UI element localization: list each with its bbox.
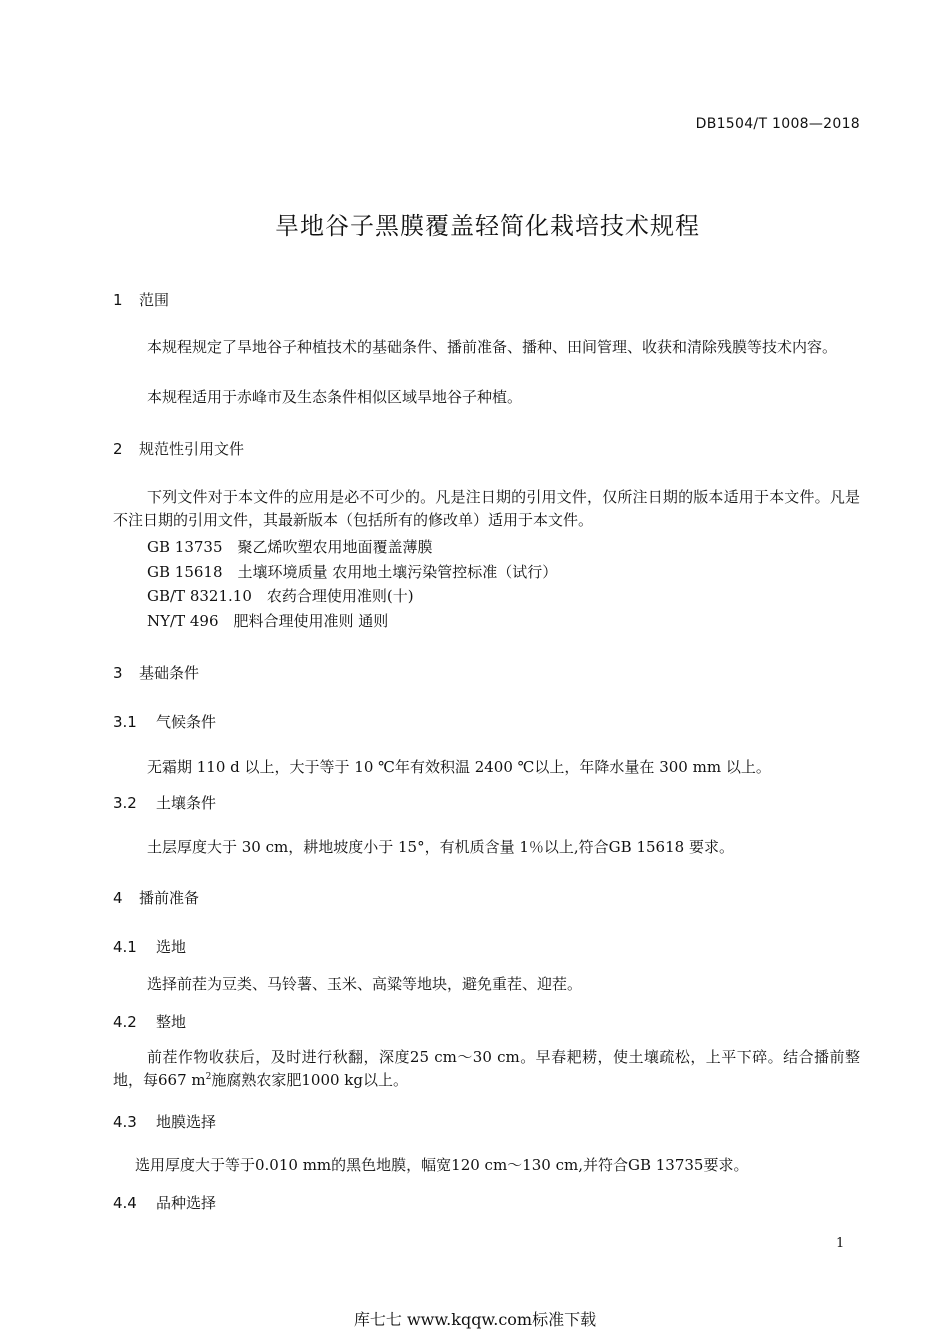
subsection-number: 4.4 bbox=[113, 1194, 137, 1212]
subsection-title: 整地 bbox=[156, 1013, 187, 1031]
section-number: 1 bbox=[113, 291, 123, 309]
section-4-4-heading bbox=[113, 1192, 216, 1213]
section-title: 基础条件 bbox=[139, 664, 200, 682]
superscript: 2 bbox=[205, 1072, 212, 1082]
section-4-3-heading bbox=[113, 1111, 216, 1132]
subsection-title: 选地 bbox=[156, 938, 187, 956]
subsection-number: 3.1 bbox=[113, 713, 137, 731]
section-3-1-heading bbox=[113, 711, 216, 732]
section-3-2-heading bbox=[113, 792, 216, 813]
subsection-title: 地膜选择 bbox=[156, 1113, 217, 1131]
section-number: 4 bbox=[113, 889, 123, 907]
section-3-1-paragraph: 无霜期 110 d 以上，大于等于 10 ℃年有效积温 2400 ℃以上，年降水量在 300 mm 以上。 bbox=[147, 758, 771, 776]
subsection-number: 4.2 bbox=[113, 1013, 137, 1031]
section-number: 3 bbox=[113, 664, 123, 682]
section-4-3-paragraph: 选用厚度大于等于0.010 mm的黑色地膜，幅宽120 cm～130 cm,并符合GB 13735要求。 bbox=[135, 1156, 749, 1174]
subsection-number: 4.3 bbox=[113, 1113, 137, 1131]
reference-nyt496: NY/T 496 肥料合理使用准则 通则 bbox=[147, 612, 389, 630]
section-2-paragraph-1: 下列文件对于本文件的应用是必不可少的。凡是注日期的引用文件，仅所注日期的版本适用于本文件。凡是不注日期的引用文件，其最新版本（包括所有的修改单）适用于本文件。 bbox=[113, 488, 860, 529]
document-title: 旱地谷子黑膜覆盖轻简化栽培技术规程 bbox=[275, 212, 700, 240]
section-3-2-paragraph: 土层厚度大于 30 cm，耕地坡度小于 15°，有机质含量 1％以上,符合GB 15618 要求。 bbox=[147, 838, 734, 856]
standard-code: DB1504/T 1008—2018 bbox=[695, 116, 860, 132]
subsection-number: 4.1 bbox=[113, 938, 137, 956]
section-1-paragraph-2: 本规程适用于赤峰市及生态条件相似区域旱地谷子种植。 bbox=[147, 388, 523, 406]
section-3-heading bbox=[113, 662, 199, 683]
section-4-1-heading bbox=[113, 936, 186, 957]
section-title: 规范性引用文件 bbox=[139, 440, 245, 458]
section-4-2-paragraph bbox=[113, 1046, 860, 1092]
subsection-number: 3.2 bbox=[113, 794, 137, 812]
reference-gb13735: GB 13735 聚乙烯吹塑农用地面覆盖薄膜 bbox=[147, 538, 433, 556]
footer-watermark: 库七七 www.kqqw.com标准下载 bbox=[353, 1310, 597, 1329]
reference-gbt8321: GB/T 8321.10 农药合理使用准则(十) bbox=[147, 587, 414, 605]
subsection-title: 气候条件 bbox=[156, 713, 217, 731]
paragraph-text-part-1: 前茬作物收获后，及时进行秋翻，深度25 cm～30 cm。早春耙耢，使土壤疏松，上平下碎。结合播前整地，每667 m bbox=[113, 1048, 860, 1089]
page-number: 1 bbox=[836, 1236, 845, 1251]
section-4-heading bbox=[113, 887, 199, 908]
section-4-2-heading bbox=[113, 1011, 186, 1032]
section-number: 2 bbox=[113, 440, 123, 458]
section-4-1-paragraph: 选择前茬为豆类、马铃薯、玉米、高粱等地块，避免重茬、迎茬。 bbox=[147, 975, 583, 993]
reference-gb15618: GB 15618 土壤环境质量 农用地土壤污染管控标准（试行） bbox=[147, 563, 558, 581]
paragraph-text-part-2: 施腐熟农家肥1000 kg以上。 bbox=[211, 1071, 408, 1089]
subsection-title: 品种选择 bbox=[156, 1194, 217, 1212]
section-title: 播前准备 bbox=[139, 889, 200, 907]
section-1-heading bbox=[113, 289, 169, 310]
section-title: 范围 bbox=[139, 291, 170, 309]
section-1-paragraph-1: 本规程规定了旱地谷子种植技术的基础条件、播前准备、播种、田间管理、收获和清除残膜等技术内容。 bbox=[147, 338, 838, 356]
subsection-title: 土壤条件 bbox=[156, 794, 217, 812]
section-2-heading bbox=[113, 438, 244, 459]
